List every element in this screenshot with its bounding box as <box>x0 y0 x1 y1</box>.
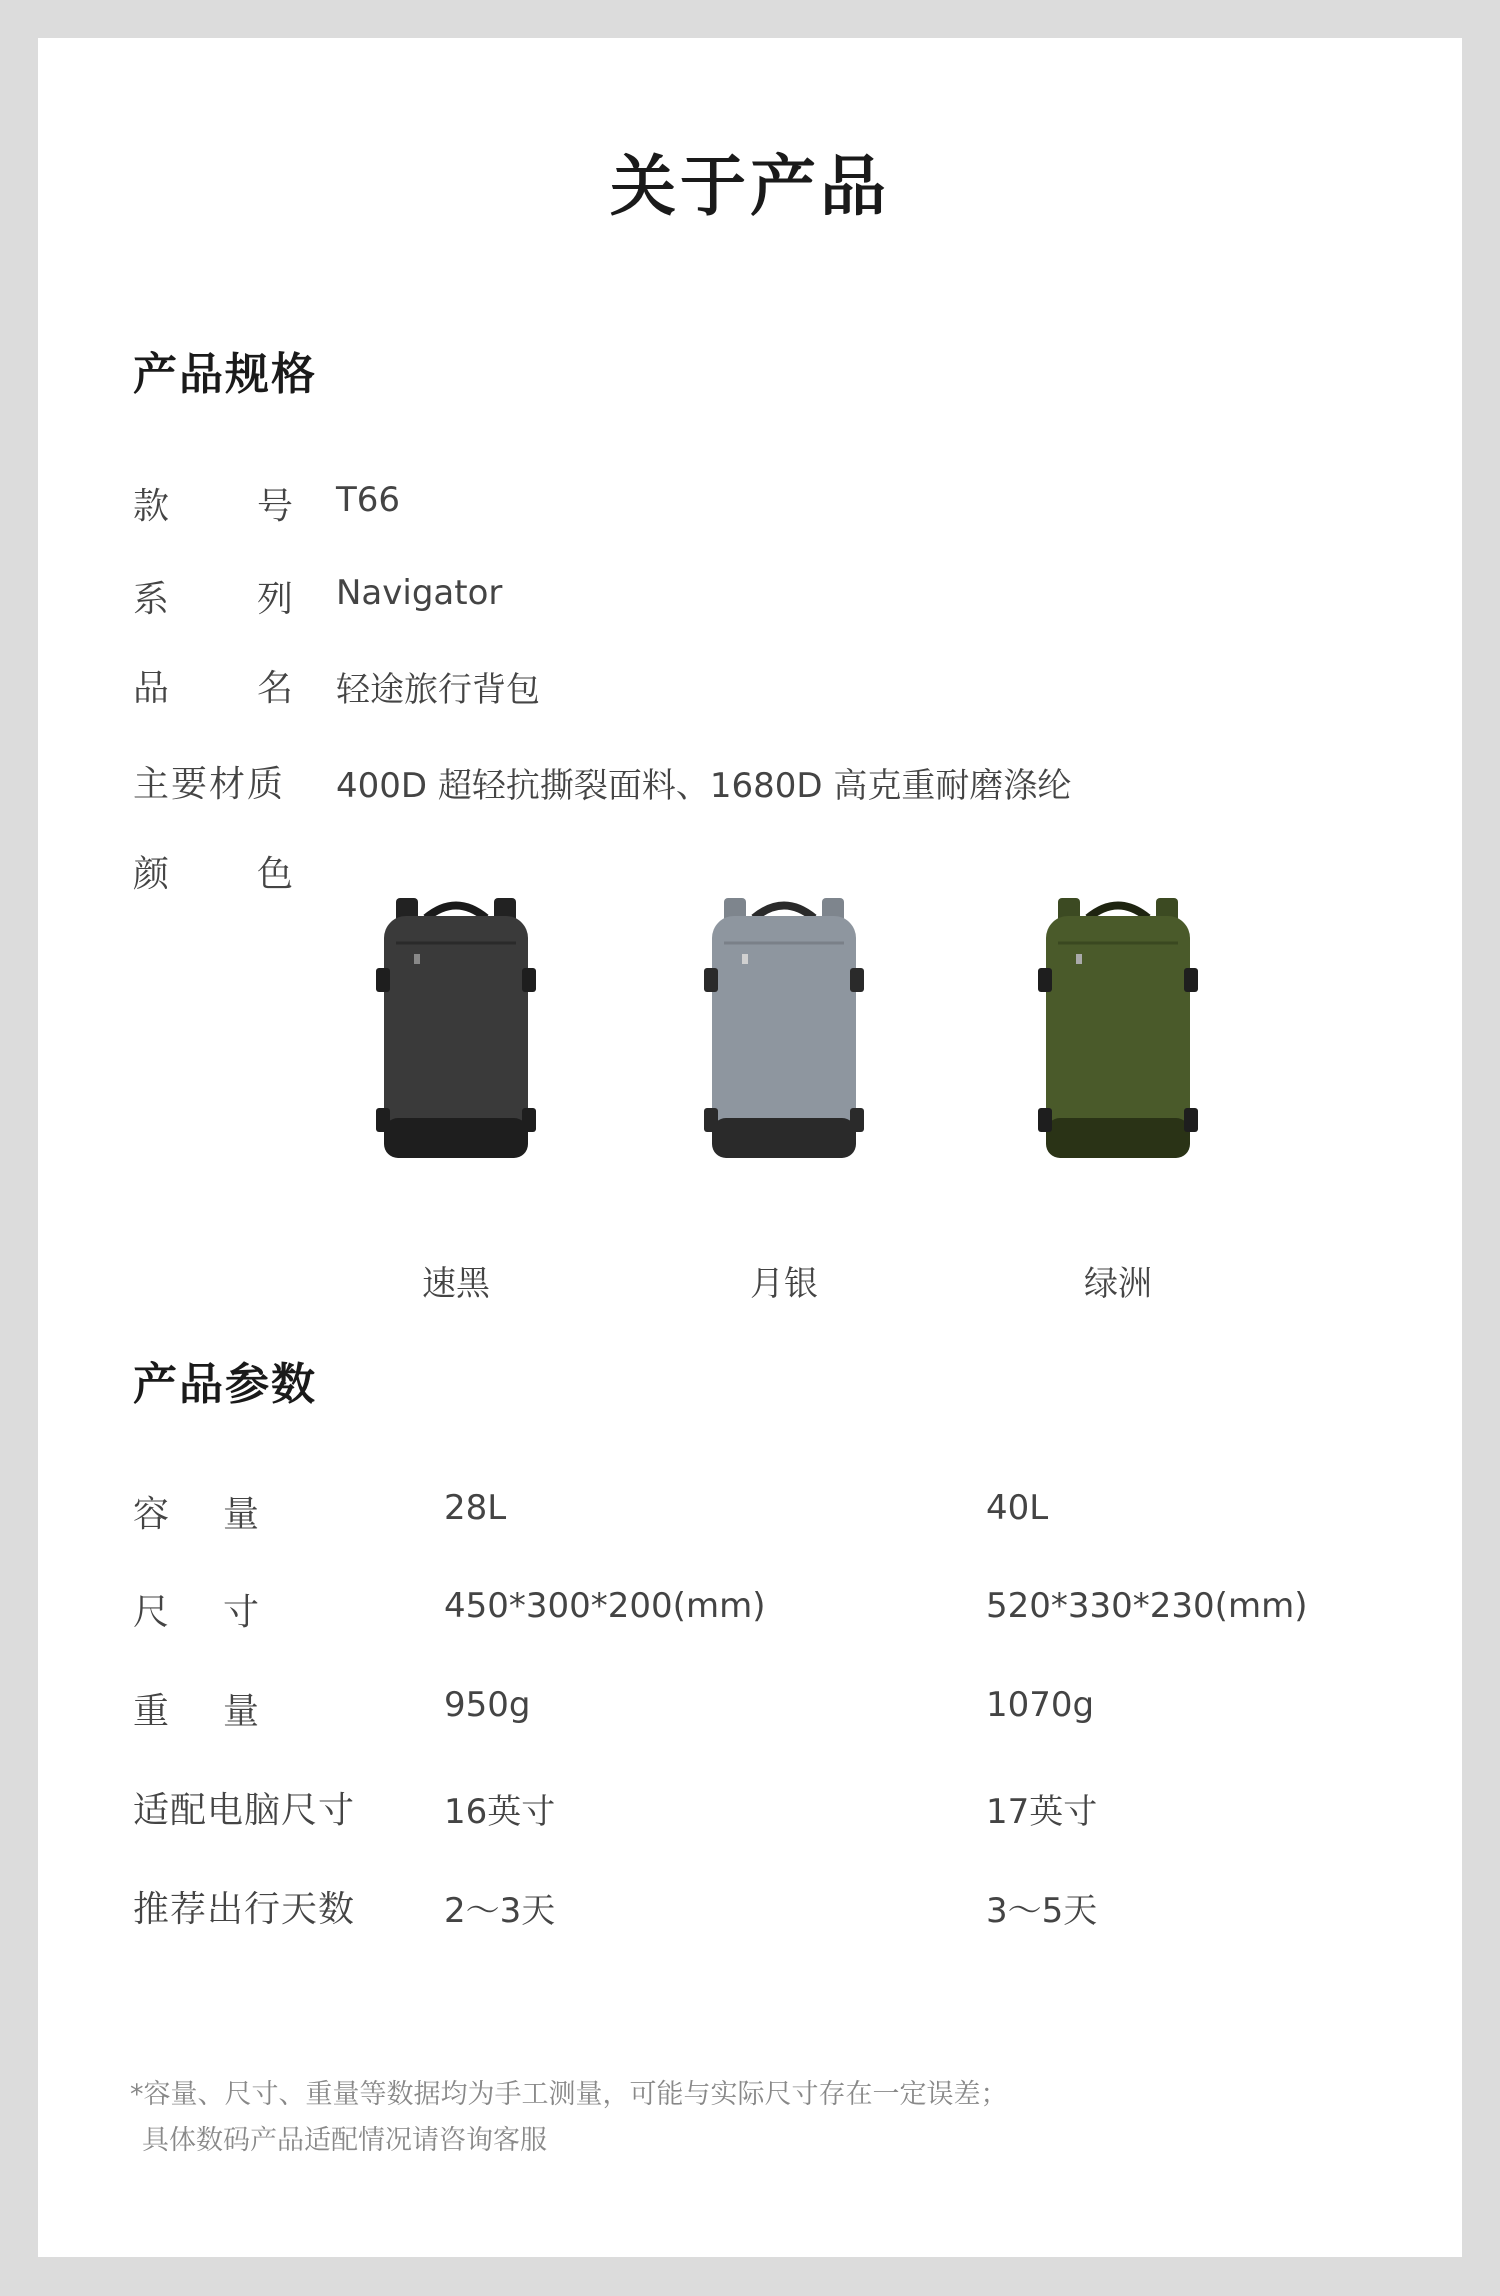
footnote-line-2: 具体数码产品适配情况请咨询客服 <box>142 2125 547 2156</box>
param-size-40: 520*330*230(mm) <box>986 1586 1308 1626</box>
color-name-silver: 月银 <box>750 1264 818 1304</box>
color-name-black: 速黑 <box>422 1264 490 1304</box>
footnote-line-1: *容量、尺寸、重量等数据均为手工测量，可能与实际尺寸存在一定误差； <box>130 2079 1008 2110</box>
backpack-green-image <box>1008 888 1228 1168</box>
color-name-green: 绿洲 <box>1084 1264 1152 1304</box>
color-option-green[interactable] <box>1008 888 1228 1168</box>
spec-label-color <box>133 846 293 897</box>
param-laptop-28: 16英寸 <box>444 1792 556 1832</box>
param-capacity-28: 28L <box>444 1488 507 1528</box>
param-label-size <box>133 1584 259 1635</box>
spec-value-name: 轻途旅行背包 <box>336 670 540 710</box>
param-label-char: 量 <box>222 1494 259 1535</box>
param-label-capacity <box>133 1486 259 1537</box>
spec-label-char: 品 <box>133 668 170 709</box>
param-label-weight <box>133 1683 259 1734</box>
param-label-char: 寸 <box>222 1592 259 1633</box>
param-days-40: 3～5天 <box>986 1891 1098 1931</box>
color-option-silver[interactable] <box>674 888 894 1168</box>
product-card <box>38 38 1462 2257</box>
params-heading: 产品参数 <box>133 1359 317 1410</box>
param-capacity-40: 40L <box>986 1488 1049 1528</box>
spec-label-char: 款 <box>133 486 170 527</box>
param-label-char: 尺 <box>133 1592 170 1633</box>
spec-label-char: 号 <box>256 486 293 527</box>
param-laptop-40: 17英寸 <box>986 1792 1098 1832</box>
spec-label-char: 名 <box>256 668 293 709</box>
page-title: 关于产品 <box>610 148 890 225</box>
param-label-char: 重 <box>133 1691 170 1732</box>
spec-label-model <box>133 478 293 529</box>
param-weight-40: 1070g <box>986 1685 1095 1725</box>
spec-label-char: 色 <box>256 854 293 895</box>
spec-label-char: 系 <box>133 579 170 620</box>
spec-value-model: T66 <box>336 480 401 520</box>
param-days-28: 2～3天 <box>444 1891 556 1931</box>
spec-value-material: 400D 超轻抗撕裂面料、1680D 高克重耐磨涤纶 <box>336 766 1072 806</box>
specs-heading: 产品规格 <box>133 349 317 400</box>
param-label-char: 容 <box>133 1494 170 1535</box>
color-option-black[interactable] <box>346 888 566 1168</box>
spec-label-char: 颜 <box>133 854 170 895</box>
param-label-char: 量 <box>222 1691 259 1732</box>
spec-label-char: 列 <box>256 579 293 620</box>
backpack-silver-image <box>674 888 894 1168</box>
backpack-black-image <box>346 888 566 1168</box>
spec-label-series <box>133 571 293 622</box>
spec-value-series: Navigator <box>336 573 503 613</box>
param-weight-28: 950g <box>444 1685 531 1725</box>
param-size-28: 450*300*200(mm) <box>444 1586 766 1626</box>
spec-label-name <box>133 660 293 711</box>
param-label-days: 推荐出行天数 <box>133 1889 356 1930</box>
param-label-laptop: 适配电脑尺寸 <box>133 1790 356 1831</box>
spec-label-material: 主要材质 <box>133 764 286 805</box>
